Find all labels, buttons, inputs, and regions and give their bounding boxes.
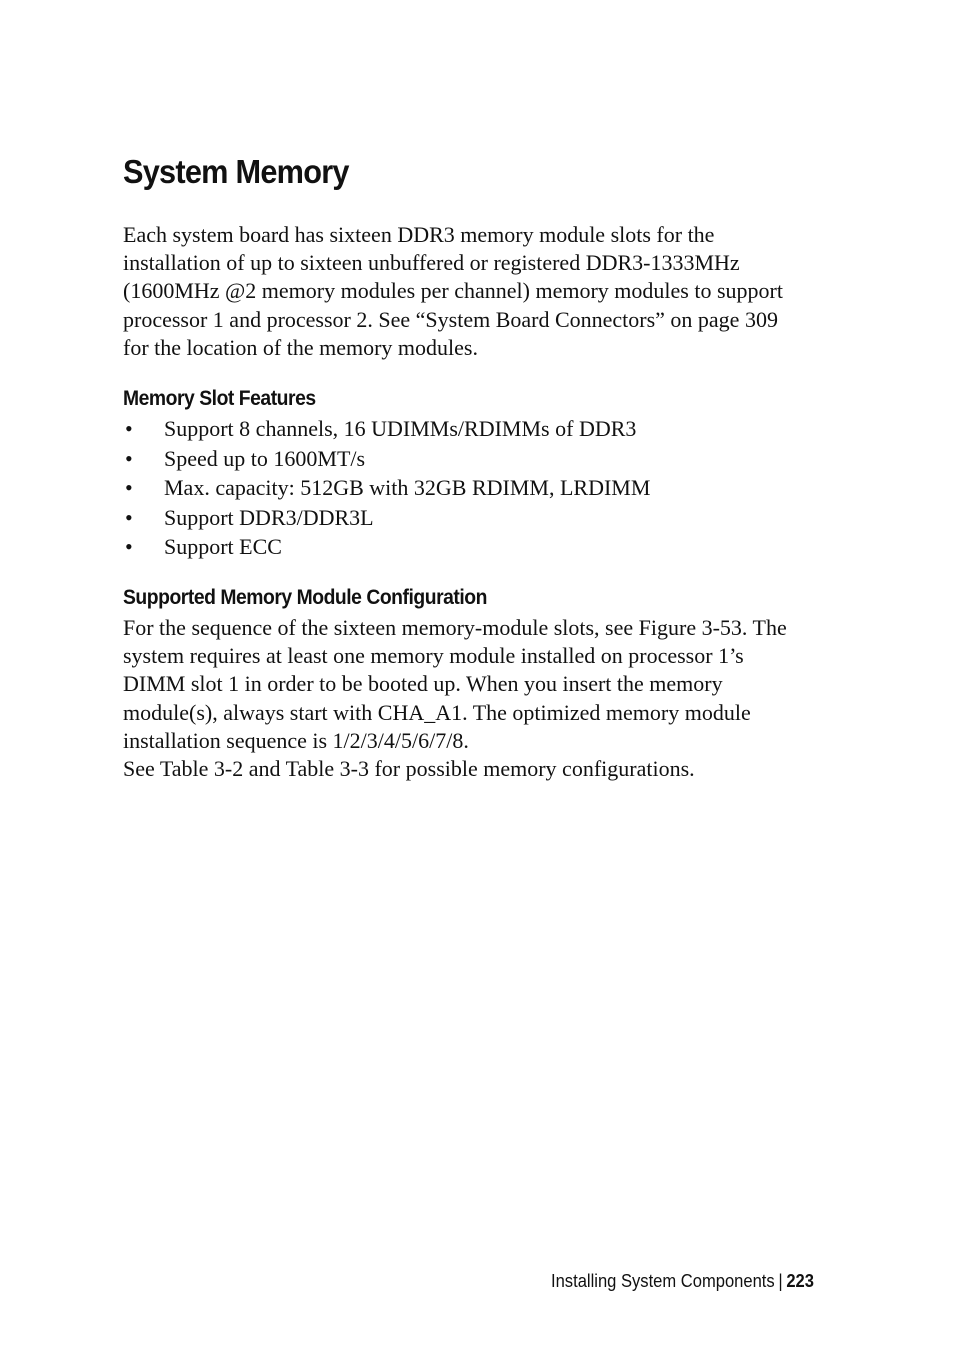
bullet-icon: • (125, 445, 133, 471)
intro-line: Each system board has sixteen DDR3 memory module slots for the (123, 222, 715, 247)
intro-paragraph (123, 221, 843, 362)
bullet-icon: • (125, 504, 133, 530)
configuration-line: module(s), always start with CHA_A1. The optimized memory module (123, 699, 751, 725)
memory-slot-features-list (123, 414, 650, 562)
configuration-line: DIMM slot 1 in order to be booted up. When you insert the memory (123, 671, 723, 697)
bullet-icon: • (125, 534, 133, 559)
configuration-line: See Table 3-2 and Table 3-3 for possible memory configurations. (123, 756, 695, 782)
footer-section-title: Installing System Components (551, 1271, 775, 1291)
list-item-text: Speed up to 1600MT/s (164, 445, 366, 471)
page-footer (551, 1271, 814, 1292)
footer-separator: | (778, 1271, 783, 1291)
memory-slot-features-heading: Memory Slot Features (123, 387, 316, 410)
page-title: System Memory (123, 153, 349, 190)
intro-line: processor 1 and processor 2. See “System Board Connectors” on page 309 (123, 306, 778, 332)
list-item (123, 473, 650, 503)
supported-configuration-heading: Supported Memory Module Configuration (123, 586, 488, 609)
intro-line: installation of up to sixteen unbuffered or registered DDR3-1333MHz (123, 250, 740, 276)
bullet-icon: • (125, 416, 133, 441)
page-number: 223 (786, 1271, 814, 1291)
list-item (123, 444, 650, 474)
bullet-icon: • (125, 475, 133, 500)
list-item (123, 532, 650, 562)
list-item-text: Support DDR3/DDR3L (164, 504, 374, 530)
configuration-line: For the sequence of the sixteen memory-module slots, see Figure 3-53. The (123, 615, 787, 640)
list-item (123, 503, 650, 533)
intro-line: for the location of the memory modules. (123, 334, 478, 360)
configuration-line: installation sequence is 1/2/3/4/5/6/7/8. (123, 727, 469, 753)
configuration-paragraph (123, 614, 843, 783)
configuration-line: system requires at least one memory module installed on processor 1’s (123, 643, 744, 669)
list-item-text: Support 8 channels, 16 UDIMMs/RDIMMs of DDR3 (164, 416, 637, 441)
intro-line: (1600MHz @2 memory modules per channel) memory modules to support (123, 278, 783, 304)
list-item-text: Max. capacity: 512GB with 32GB RDIMM, LRDIMM (164, 475, 651, 500)
list-item-text: Support ECC (164, 534, 282, 559)
list-item (123, 414, 650, 444)
